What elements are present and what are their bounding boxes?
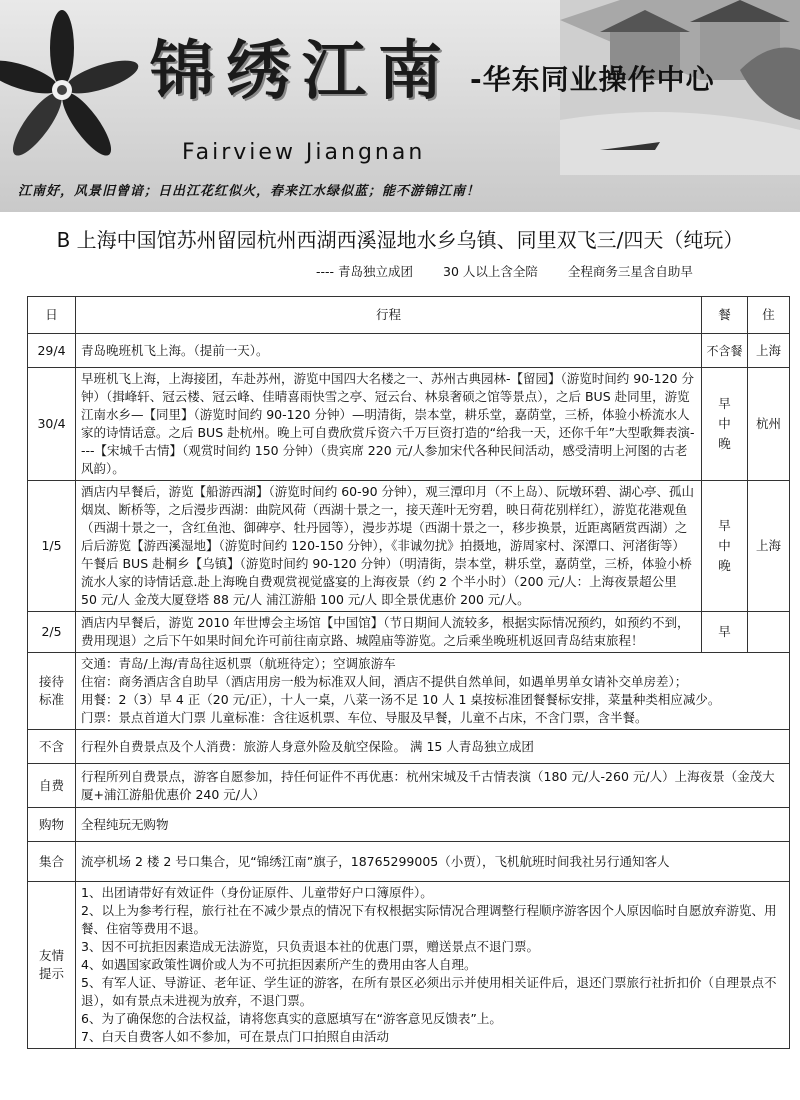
reception-meals: 用餐：2（3）早 4 正（20 元/正），十人一桌，八菜一汤不足 10 人 1 桌按标准团餐餐标安排，菜量种类相应减少。 [81, 692, 721, 707]
notes-list [76, 882, 790, 1049]
table-row [28, 334, 790, 368]
shopping-label: 购物 [28, 808, 76, 842]
tour-subtitle [316, 262, 719, 280]
table-row [28, 368, 790, 481]
slogan: 江南好，风景旧曾谙；日出江花红似火，春来江水绿似蓝；能不游锦江南！ [18, 184, 481, 199]
day-cell: 1/5 [28, 481, 76, 612]
header-stay: 住 [748, 297, 790, 334]
list-item: 3、因不可抗拒因素造成无法游览，只负责退本社的优惠门票，赠送景点不退门票。 [81, 939, 539, 954]
shopping-text: 全程纯玩无购物 [76, 808, 790, 842]
itinerary-cell: 青岛晚班机飞上海。（提前一天）。 [76, 334, 702, 368]
tour-title: B 上海中国馆苏州留园杭州西湖西溪湿地水乡乌镇、同里双飞三/四天（纯玩） [56, 228, 744, 252]
gathering-label: 集合 [28, 842, 76, 882]
excluded-text: 行程外自费景点及个人消费：旅游人身意外险及航空保险。 满 15 人青岛独立成团 [76, 730, 790, 764]
table-row [28, 481, 790, 612]
reception-label: 接待标准 [28, 653, 76, 730]
excluded-row [28, 730, 790, 764]
notes-row [28, 882, 790, 1049]
optional-label: 自费 [28, 764, 76, 808]
day-cell: 30/4 [28, 368, 76, 481]
subtitle-group: ---- 青岛独立成团 [316, 264, 414, 279]
meal-cell [702, 368, 748, 481]
reception-accommodation: 住宿：商务酒店含自助早（酒店用房一般为标准双人间，酒店不提供自然单间，如遇单男单女请补交单房差）； [81, 674, 688, 689]
optional-expense-row [28, 764, 790, 808]
shopping-row [28, 808, 790, 842]
optional-text: 行程所列自费景点，游客自愿参加，持任何证件不再优惠：杭州宋城及千古情表演（180 元/人-260 元/人）上海夜景（金茂大厦+浦江游船优惠价 240 元/人） [76, 764, 790, 808]
stay-cell: 杭州 [748, 368, 790, 481]
notes-label: 友情提示 [28, 882, 76, 1049]
meal-cell [702, 481, 748, 612]
meal-cell: 不含餐 [702, 334, 748, 368]
excluded-label: 不含 [28, 730, 76, 764]
itinerary-cell: 酒店内早餐后，游览【船游西湖】（游览时间约 60-90 分钟），观三潭印月（不上岛）、阮墩环碧、湖心亭、孤山烟岚、断桥等，之后漫步西湖：曲院风荷（西湖十景之一，接天莲叶无穷碧，映日荷花别样红），游览花港观鱼（西湖十景之一，含红鱼池、御碑亭、牡丹园等），漫步苏堤（西湖十景之一，移步换景，近距离陋赏西湖）之后后游览【游西溪湿地】（游览时间约 120-150 分钟），《非诚勿扰》拍摄地，游周家村、深潭口、河渚街等） 午餐后 BUS 赴桐乡【乌镇】（游览时间约 90-120 分钟）（明清街，崇本堂，耕乐堂，嘉荫堂，三桥，体验小桥流水人家的诗情话意.赴上海晚自费观赏视觉盛宴的上海夜景（约 2 个半小时）（200 元/人：上海夜景超公里 50 元/人 金茂大厦登塔 88 元/人 浦江游船 100 元/人 即全景优惠价 200 元/人。 [76, 481, 702, 612]
subtitle-hotel: 全程商务三星含自助早 [567, 264, 693, 279]
subtitle-escort: 30 人以上含全陪 [443, 264, 538, 279]
meal-cell: 早 [702, 612, 748, 653]
stay-cell [748, 612, 790, 653]
operation-center-name: -华东同业操作中心 [470, 63, 715, 96]
gathering-text: 流亭机场 2 楼 2 号口集合，见“锦绣江南”旗子，18765299005（小贾），飞机航班时间我社另行通知客人 [76, 842, 790, 882]
table-header-row [28, 297, 790, 334]
list-item: 5、有军人证、导游证、老年证、学生证的游客，在所有景区必须出示并使用相关证件后，退还门票旅行社折扣价（自理景点不退），如有景点未进视为放弃，不退门票。 [81, 975, 777, 1008]
gathering-row [28, 842, 790, 882]
header-day: 日 [28, 297, 76, 334]
flower-logo-icon [0, 10, 142, 162]
meal-value: 早中晚 [718, 396, 731, 451]
itinerary-cell: 酒店内早餐后，游览 2010 年世博会主场馆【中国馆】（节日期间人流较多，根据实际情况预约，如预约不到，费用现退）之后下午如果时间允许可前往南京路、城隍庙等游览。之后乘坐晚班机返回青岛结束旅程！ [76, 612, 702, 653]
list-item: 4、如遇国家政策性调价或人为不可抗拒因素所产生的费用由客人自理。 [81, 957, 477, 972]
reception-standard-row [28, 653, 790, 730]
header-itinerary: 行程 [76, 297, 702, 334]
reception-transport: 交通：青岛/上海/青岛往返机票（航班待定）；空调旅游车 [81, 656, 396, 671]
brand-chinese-logo-text: 锦绣江南 [150, 34, 454, 109]
meal-value: 早中晚 [718, 518, 731, 573]
list-item: 2、以上为参考行程，旅行社在不减少景点的情况下有权根据实际情况合理调整行程顺序游客因个人原因临时自愿放弃游览、用餐、住宿等费用不退。 [81, 903, 777, 936]
table-row [28, 612, 790, 653]
header-meal: 餐 [702, 297, 748, 334]
stay-cell: 上海 [748, 334, 790, 368]
itinerary-table [27, 296, 790, 1049]
reception-details [76, 653, 790, 730]
header-banner [0, 0, 800, 212]
day-cell: 29/4 [28, 334, 76, 368]
list-item: 7、白天自费客人如不参加，可在景点门口拍照自由活动 [81, 1029, 389, 1044]
itinerary-cell: 早班机飞上海，上海接团，车赴苏州，游览中国四大名楼之一、苏州古典园林-【留园】（游览时间约 90-120 分钟）（揖峰轩、冠云楼、冠云峰、佳晴喜雨快雪之亭、冠云台、林泉奢硕之馆等景点），之后 BUS 赴同里，游览江南水乡—【同里】（游览时间约 90-120 分钟）—明清街，崇本堂，耕乐堂，嘉荫堂，三桥，体验小桥流水人家的诗情话意。之后 BUS 赴杭州。晚上可自费欣赏斥资六千万巨资打造的“给我一天，还你千年”大型歌舞表演----【宋城千古情】（观赏时间约 150 分钟）（贵宾席 220 元/人参加宋代各种民间活动，感受清明上河图的古老风韵）。 [76, 368, 702, 481]
day-cell: 2/5 [28, 612, 76, 653]
list-item: 6、为了确保您的合法权益，请将您真实的意愿填写在“游客意见反馈表”上。 [81, 1011, 502, 1026]
reception-tickets: 门票：景点首道大门票 儿童标准：含往返机票、车位、导服及早餐，儿童不占床，不含门票，含半餐。 [81, 710, 648, 725]
stay-cell: 上海 [748, 481, 790, 612]
brand-english-name: Fairview Jiangnan [182, 140, 426, 165]
list-item: 1、出团请带好有效证件（身份证原件、儿童带好户口簿原件）。 [81, 885, 433, 900]
